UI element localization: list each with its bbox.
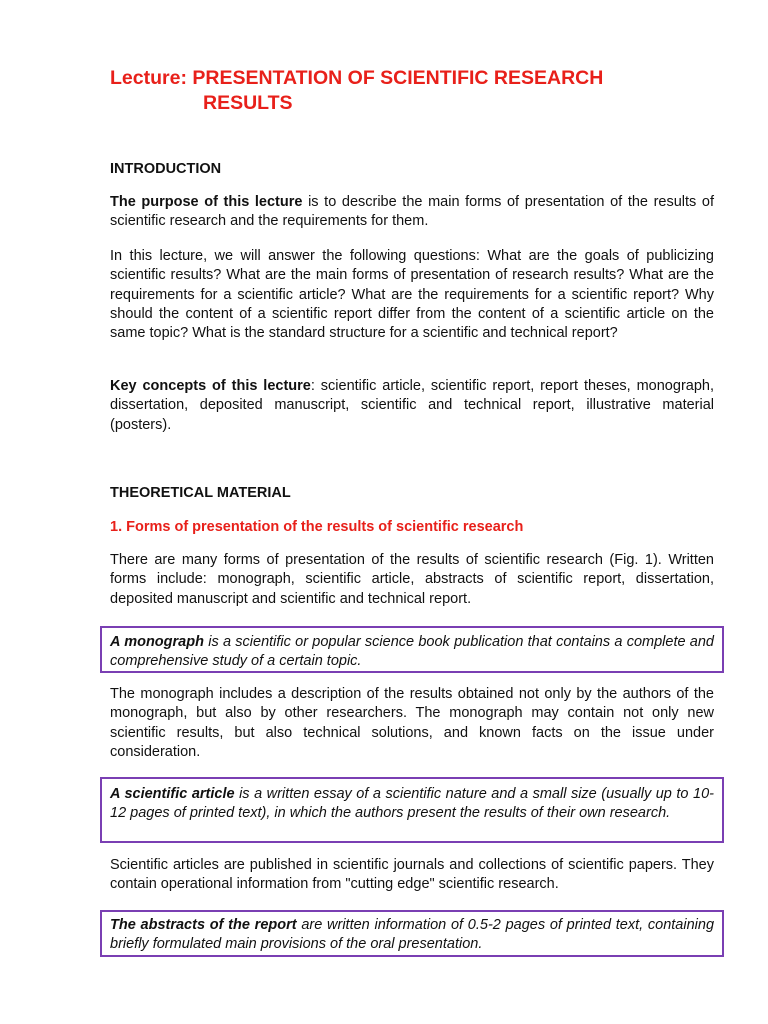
article-definition-box: [100, 777, 724, 843]
title-line-1: Lecture: PRESENTATION OF SCIENTIFIC RESEARCH: [110, 67, 604, 89]
monograph-paragraph: The monograph includes a description of the results obtained not only by the authors of the monograph, but also by other researchers. The monograph may contain not only new scientific results, but also technical solutions, and known facts on the issue under consideration.: [110, 686, 714, 760]
key-concepts-text: : scientific article, scientific report, report theses, monograph, dissertation, deposited manuscript, scientific and technical report, illustrative material (posters).: [110, 378, 714, 433]
title-line-2: RESULTS: [203, 92, 293, 114]
page-title: [110, 66, 714, 116]
abstracts-term: The abstracts of the report: [110, 917, 297, 933]
section-1-title: 1. Forms of presentation of the results of scientific research: [110, 519, 524, 535]
article-term: A scientific article: [110, 786, 235, 802]
monograph-definition-box: [100, 626, 724, 673]
article-definition: A scientific article is a written essay of a scientific nature and a small size (usually up to 10-12 pages of printed text), in which the authors present the results of their own research.: [110, 786, 714, 822]
introduction-heading: INTRODUCTION: [110, 161, 222, 177]
purpose-text: is to describe the main forms of presentation of the results of scientific research and the requirements for them.: [110, 194, 715, 230]
article-paragraph: Scientific articles are published in scientific journals and collections of scientific papers. They contain operational information from "cutting edge" scientific research.: [110, 857, 714, 893]
key-concepts-paragraph: [110, 377, 714, 435]
monograph-definition: A monograph is a scientific or popular science book publication that contains a complete and comprehensive study of a certain topic.: [110, 634, 714, 670]
theoretical-material-heading: THEORETICAL MATERIAL: [110, 485, 291, 501]
key-concepts-lead: Key concepts of this lecture: [110, 378, 311, 394]
abstracts-definition-box: [100, 910, 724, 957]
monograph-term: A monograph: [110, 634, 204, 650]
purpose-lead: The purpose of this lecture: [110, 194, 303, 210]
abstracts-definition: The abstracts of the report are written information of 0.5-2 pages of printed text, containing briefly formulated main provisions of the oral presentation.: [110, 917, 715, 953]
purpose-paragraph: [110, 193, 714, 232]
questions-paragraph: In this lecture, we will answer the following questions: What are the goals of publicizing scientific results? What are the main forms of presentation of research results? What are the requirements for a scientific article? What are the requirements for a scientific report? Why should the content of a scientific report differ from the content of a scientific article on the same topic? What is the standard structure for a scientific and technical report?: [110, 248, 714, 342]
forms-intro-paragraph: There are many forms of presentation of the results of scientific research (Fig. 1). Written forms include: monograph, scientific article, abstracts of scientific report, dissertation, deposited manuscript and scientific and technical report.: [110, 552, 714, 607]
